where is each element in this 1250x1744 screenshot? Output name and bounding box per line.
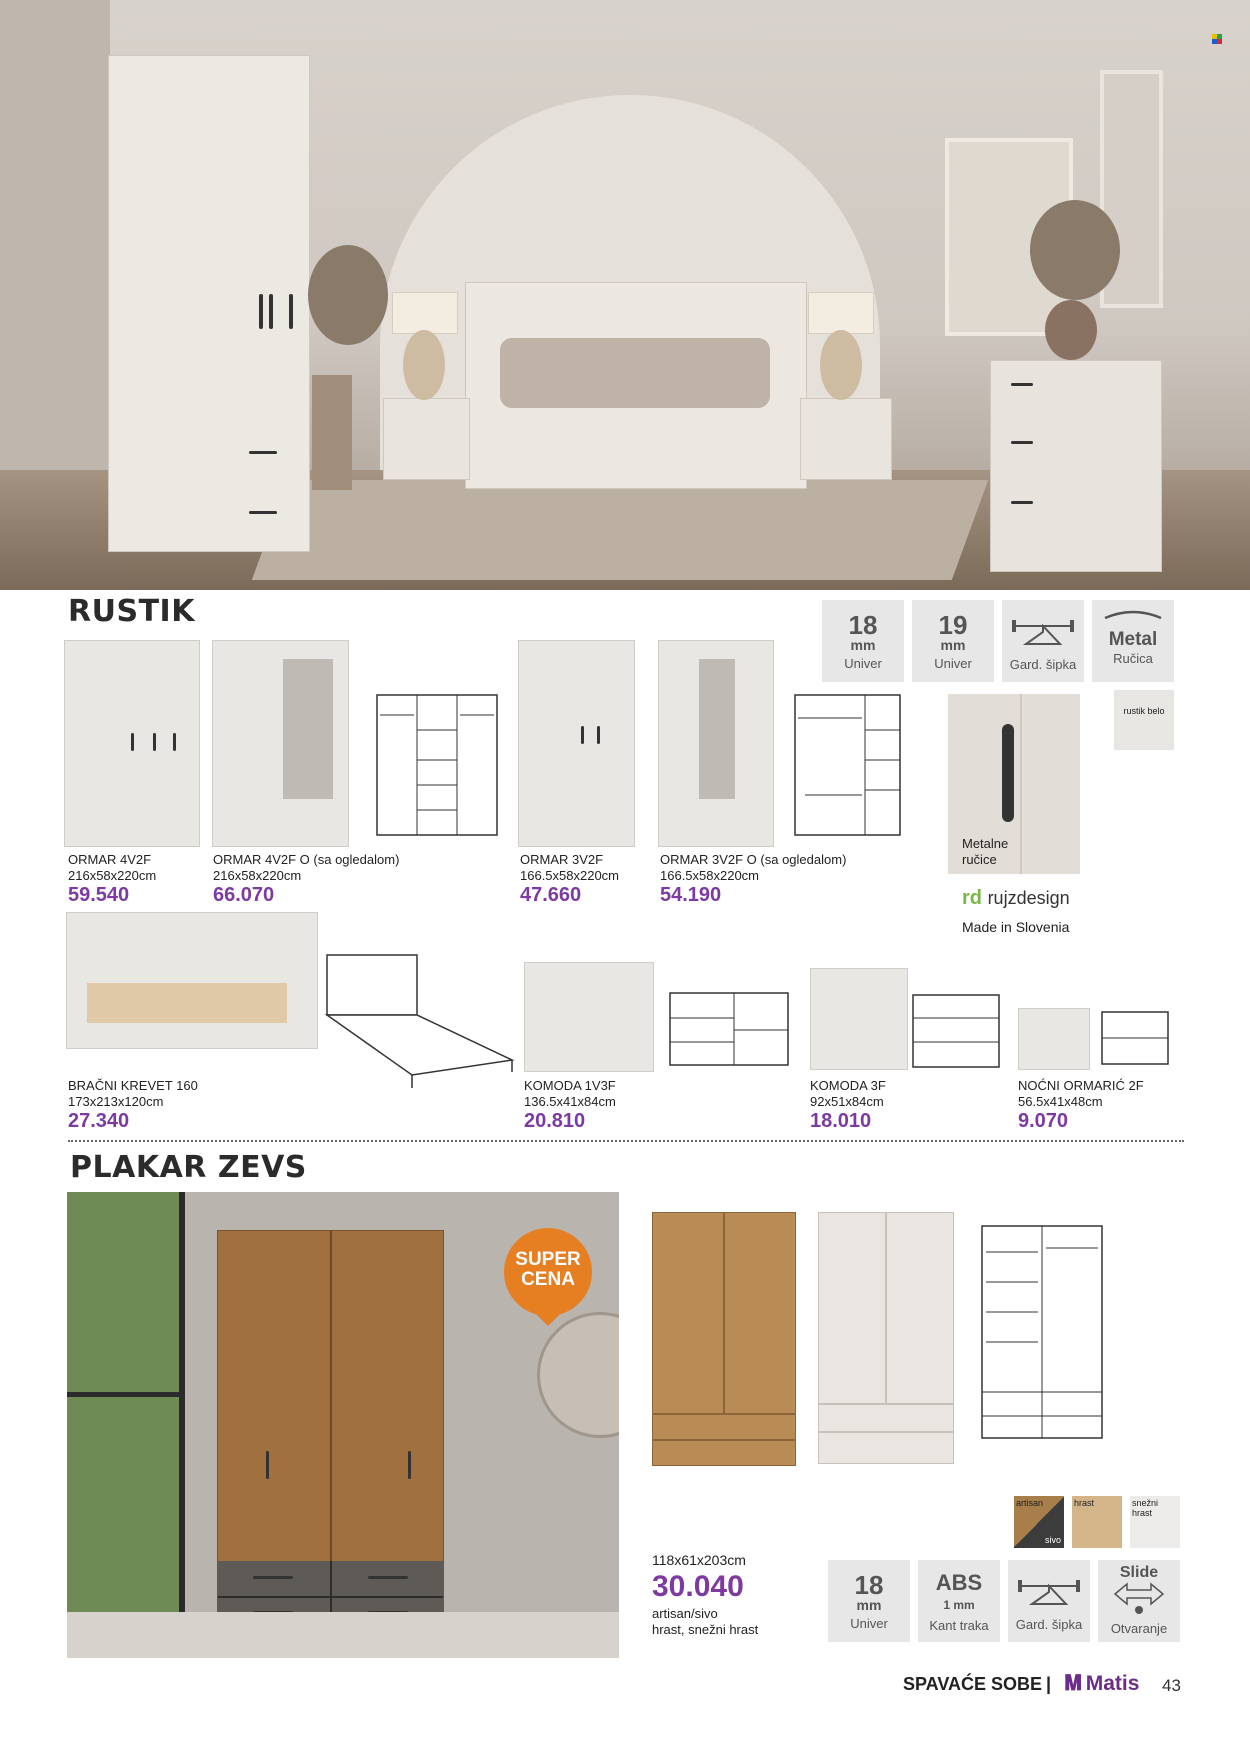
hanger-rail-icon	[1008, 614, 1078, 652]
product-dims: 136.5x41x84cm	[524, 1094, 616, 1109]
hero-bedroom-photo	[0, 0, 1250, 590]
product-image-zevs-snezni-hrast	[818, 1212, 954, 1464]
product-price: 27.340	[68, 1110, 130, 1132]
badge-19mm: 19 mm Univer	[912, 600, 994, 682]
product-drawing-nocni-ormaric	[1098, 1008, 1174, 1072]
product-name: ORMAR 4V2F O (sa ogledalom)	[213, 852, 400, 867]
product-komoda-3f	[810, 1078, 886, 1133]
section-title-rustik: RUSTIK	[68, 594, 195, 629]
product-dims: 56.5x41x48cm	[1018, 1094, 1103, 1109]
swatch-rustik-belo: rustik belo	[1114, 690, 1174, 750]
product-image-bracni-krevet	[66, 912, 318, 1049]
bed-linen	[500, 338, 770, 408]
badge-18mm: 18 mm Univer	[822, 600, 904, 682]
product-name: ORMAR 3V2F O (sa ogledalom)	[660, 852, 847, 867]
product-image-ormar-4v2f	[64, 640, 200, 847]
product-drawing-komoda-1v3f	[662, 988, 794, 1074]
product-price: 47.660	[520, 884, 582, 906]
product-name: KOMODA 3F	[810, 1078, 886, 1093]
badge-abs: ABS 1 mm Kant traka	[918, 1560, 1000, 1642]
product-dims: 173x213x120cm	[68, 1094, 164, 1109]
made-in-slovenia: Made in Slovenia	[962, 919, 1070, 935]
product-price: 59.540	[68, 884, 130, 906]
product-nocni-ormaric	[1018, 1078, 1144, 1133]
product-price: 20.810	[524, 1110, 586, 1132]
handle-closeup-photo	[948, 694, 1080, 874]
hero-nightstand-right	[800, 398, 892, 480]
dried-plant	[308, 245, 388, 345]
super-cena-badge: SUPER CENA	[504, 1228, 592, 1316]
section-divider	[68, 1140, 1184, 1142]
page-number: 43	[1162, 1676, 1181, 1695]
product-dims: 92x51x84cm	[810, 1094, 884, 1109]
round-mirror	[537, 1312, 619, 1438]
product-name: BRAČNI KREVET 160	[68, 1078, 198, 1093]
badge-metal-handle: Metal Ručica	[1092, 600, 1174, 682]
product-drawing-ormar-3v2f	[790, 690, 905, 845]
product-dims: 166.5x58x220cm	[520, 868, 620, 883]
swatch-snezni-hrast: snežni hrast	[1130, 1496, 1180, 1548]
product-dims: 166.5x58x220cm	[660, 868, 760, 883]
product-dims: 216x58x220cm	[68, 868, 157, 883]
product-ormar-4v2f-o	[213, 852, 399, 907]
handle-caption: Metalne ručice	[962, 836, 1009, 867]
product-image-ormar-3v2f-o	[658, 640, 774, 847]
product-bracni-krevet	[68, 1078, 198, 1133]
footer-separator: |	[1046, 1674, 1052, 1694]
product-dims: 118x61x203cm	[652, 1552, 746, 1568]
product-komoda-1v3f	[524, 1078, 616, 1133]
hero-dresser	[990, 360, 1162, 572]
lamp-right	[808, 292, 874, 334]
badge-18mm-zevs: 18 mm Univer	[828, 1560, 910, 1642]
product-drawing-ormar-4v2f	[372, 690, 504, 845]
product-variants: artisan/sivo	[652, 1606, 718, 1621]
product-price: 9.070	[1018, 1110, 1069, 1132]
product-name: ORMAR 4V2F	[68, 852, 152, 867]
hero-wardrobe	[108, 55, 310, 552]
swatch-artisan-sivo: artisan sivo	[1014, 1496, 1064, 1548]
badge-hanger-rail: Gard. šipka	[1002, 600, 1084, 682]
product-price: 30.040	[652, 1570, 744, 1603]
product-price: 18.010	[810, 1110, 872, 1132]
product-name: ORMAR 3V2F	[520, 852, 604, 867]
zevs-wardrobe-photo	[217, 1230, 444, 1632]
hero-nightstand-left	[383, 398, 470, 480]
matis-logo: 𝐌 Matis	[1064, 1672, 1140, 1695]
product-price: 66.070	[213, 884, 275, 906]
pampas-plant	[1030, 200, 1120, 300]
product-image-nocni-ormaric	[1018, 1008, 1090, 1070]
product-drawing-zevs	[978, 1222, 1110, 1444]
product-ormar-3v2f	[520, 852, 619, 907]
swatch-hrast: hrast	[1072, 1496, 1122, 1548]
product-name: NOĆNI ORMARIĆ 2F	[1018, 1078, 1144, 1093]
rujzdesign-logo: rd rujzdesign	[962, 887, 1070, 909]
handle-icon	[1101, 608, 1165, 624]
badge-hanger-rail-zevs: Gard. šipka	[1008, 1560, 1090, 1642]
product-image-ormar-3v2f	[518, 640, 635, 847]
hanger-rail-icon	[1014, 1574, 1084, 1612]
badge-slide: Slide Otvaranje	[1098, 1560, 1180, 1642]
product-image-komoda-1v3f	[524, 962, 654, 1072]
footer-section-label: SPAVAĆE SOBE	[903, 1674, 1043, 1694]
product-price: 54.190	[660, 884, 722, 906]
vase-dresser	[1045, 300, 1097, 360]
section-title-plakar-zevs: PLAKAR ZEVS	[70, 1150, 307, 1185]
lamp-left	[392, 292, 458, 334]
rug	[252, 480, 988, 580]
product-name: KOMODA 1V3F	[524, 1078, 616, 1093]
vase	[312, 375, 352, 490]
product-drawing-bracni-krevet	[322, 950, 520, 1090]
product-drawing-komoda-3f	[908, 990, 1004, 1076]
product-image-zevs-hrast	[652, 1212, 796, 1466]
slide-arrows-icon	[1109, 1580, 1169, 1616]
product-variants-2: hrast, snežni hrast	[652, 1622, 759, 1637]
product-image-komoda-3f	[810, 968, 908, 1070]
product-image-ormar-4v2f-o	[212, 640, 349, 847]
product-dims: 216x58x220cm	[213, 868, 302, 883]
product-ormar-4v2f	[68, 852, 156, 907]
color-mark-icon	[1212, 34, 1222, 44]
product-zevs	[652, 1552, 758, 1638]
product-ormar-3v2f-o	[660, 852, 846, 907]
